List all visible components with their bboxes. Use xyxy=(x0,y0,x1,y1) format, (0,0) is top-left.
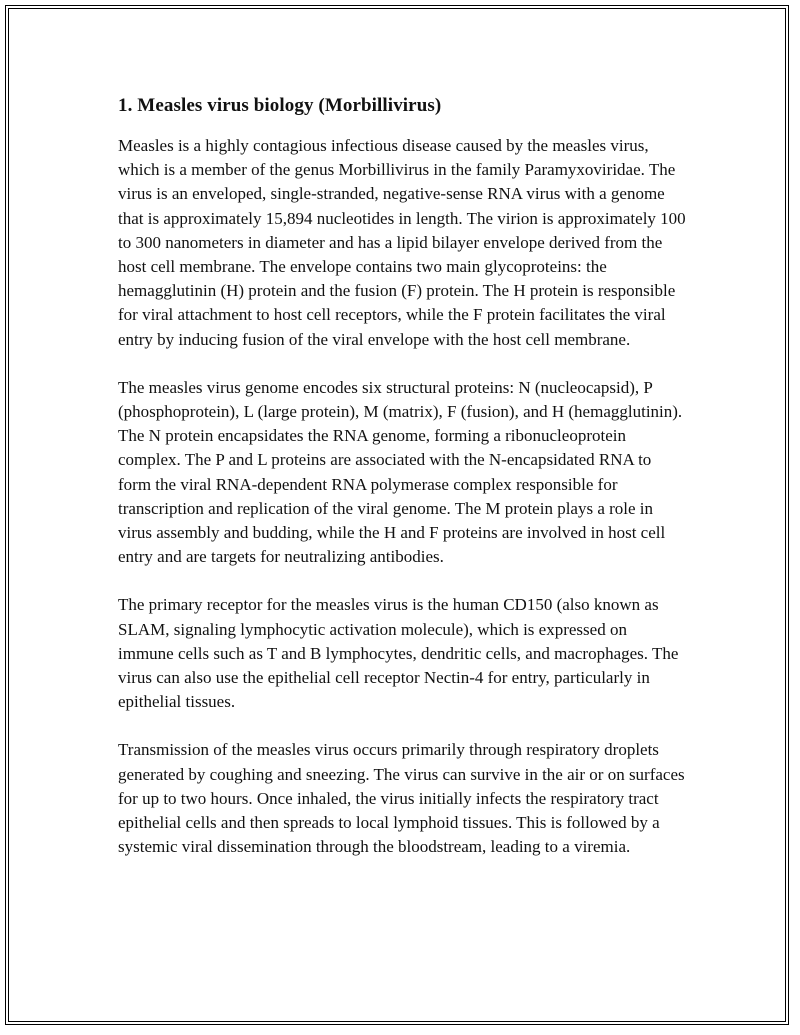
section-title: 1. Measles virus biology (Morbillivirus) xyxy=(118,95,442,116)
document-body xyxy=(118,92,686,883)
paragraph-structural-proteins: The measles virus genome encodes six structural proteins: N (nucleocapsid), P (phosphoprotein), L (large protein), M (matrix), F (fusion), and H (hemagglutinin). The N protein encapsidates the RNA genome, forming a ribonucleoprotein complex. The P and L proteins are associated with the N-encapsidated RNA to form the viral RNA-dependent RNA polymerase complex responsible for transcription and replication of the viral genome. The M protein plays a role in virus assembly and budding, while the H and F proteins are involved in host cell entry and are targets for neutralizing antibodies. xyxy=(118,377,683,567)
paragraph-virus-overview: Measles is a highly contagious infectious disease caused by the measles virus, which is a member of the genus Morbillivirus in the family Paramyxoviridae. The virus is an enveloped, single-stranded, negative-sense RNA virus with a genome that is approximately 15,894 nucleotides in length. The virion is approximately 100 to 300 nanometers in diameter and has a lipid bilayer envelope derived from the host cell membrane. The envelope contains two main glycoproteins: the hemagglutinin (H) protein and the fusion (F) protein. The H protein is responsible for viral attachment to host cell receptors, while the F protein facilitates the viral entry by inducing fusion of the viral envelope with the host cell membrane. xyxy=(118,136,686,349)
paragraph-transmission: Transmission of the measles virus occurs primarily through respiratory droplets generated by coughing and sneezing. The virus can survive in the air or on surfaces for up to two hours. Once inhaled, the virus initially infects the respiratory tract epithelial cells and then spreads to local lymphoid tissues. This is followed by a systemic viral dissemination through the bloodstream, leading to a viremia. xyxy=(118,740,685,857)
paragraph-receptors: The primary receptor for the measles virus is the human CD150 (also known as SLAM, signaling lymphocytic activation molecule), which is expressed on immune cells such as T and B lymphocytes, dendritic cells, and macrophages. The virus can also use the epithelial cell receptor Nectin-4 for entry, particularly in epithelial tissues. xyxy=(118,595,679,712)
